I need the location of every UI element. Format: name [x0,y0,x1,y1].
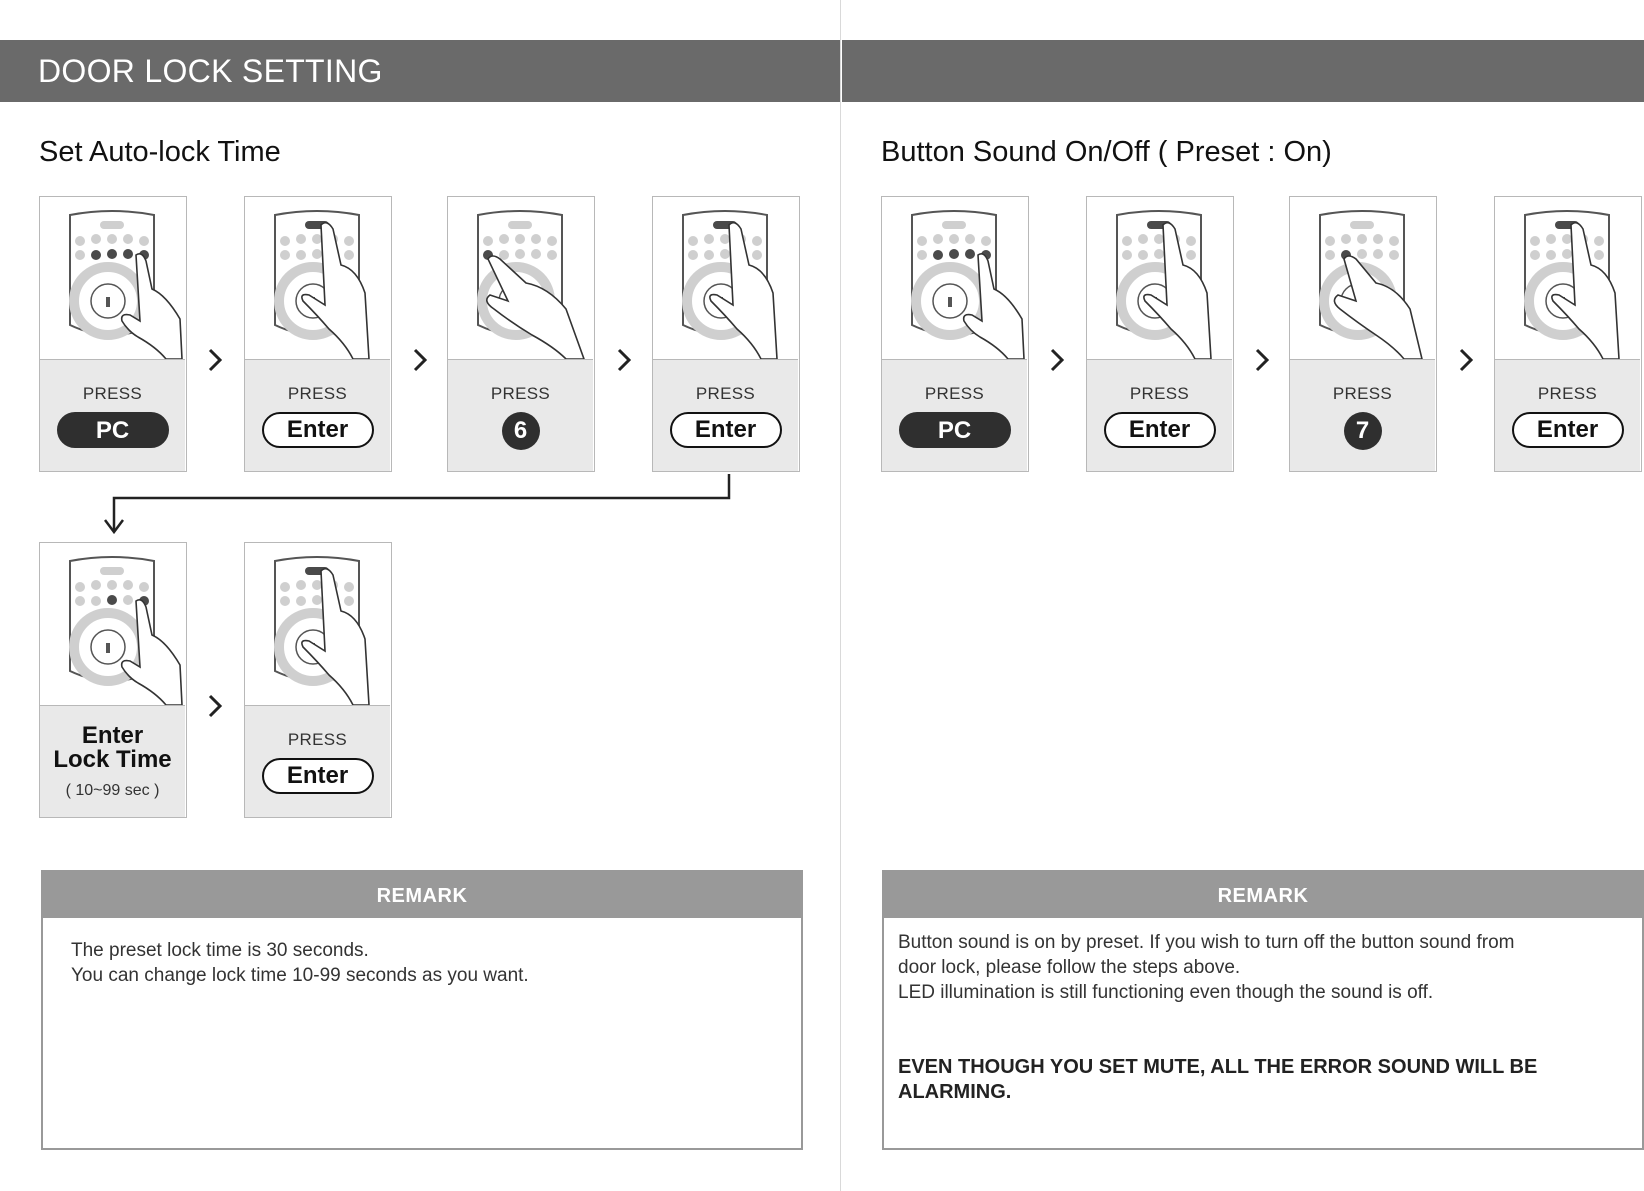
remark-line: LED illumination is still functioning even though the sound is off. [898,982,1434,1003]
press-label: PRESS [1537,384,1598,403]
door-lock-illustration [245,543,390,705]
down-arrow-connector-icon [100,472,740,536]
step-card-final-enter [244,542,392,818]
press-label: PRESS [490,384,551,403]
chevron-right-icon [207,348,223,372]
lock-time-range: ( 10~99 sec ) [65,782,160,799]
step-label-area [40,359,185,472]
step-label-area [1290,359,1435,472]
door-lock-illustration [1290,197,1435,359]
pc-key-badge: PC [57,412,169,448]
mute-warning: EVEN THOUGH YOU SET MUTE, ALL THE ERROR SOUND WILL BE ALARMING. [898,1056,1538,1103]
press-label: PRESS [924,384,985,403]
remark-line: You can change lock time 10-99 seconds as you want. [71,965,529,986]
remark-body [884,918,1642,1105]
door-lock-illustration [40,197,185,359]
door-lock-illustration [1087,197,1232,359]
step-card-press-enter [1086,196,1234,472]
enter-key-badge: Enter [262,758,374,794]
step-card-enter-lock-time [39,542,187,818]
enter-lock-time-label [40,724,185,772]
auto-lock-remark-box [41,870,803,1150]
door-lock-illustration [1495,197,1640,359]
step-card-press-enter-2 [652,196,800,472]
press-label: PRESS [82,384,143,403]
remark-title: REMARK [43,872,801,918]
button-sound-section-title: Button Sound On/Off ( Preset : On) [881,136,1332,168]
header-bar-left [0,40,840,102]
remark-title: REMARK [884,872,1642,918]
press-label: PRESS [695,384,756,403]
step-label-area [882,359,1027,472]
enter-key-badge: Enter [1512,412,1624,448]
step-card-press-7 [1289,196,1437,472]
step-label-area [1495,359,1640,472]
press-label: PRESS [287,384,348,403]
remark-body [43,918,801,988]
chevron-right-icon [616,348,632,372]
header-bar-right [842,40,1644,102]
door-lock-illustration [653,197,798,359]
step-label-area [448,359,593,472]
step-label-area [245,359,390,472]
auto-lock-section-title: Set Auto-lock Time [39,136,281,168]
step-label-area [653,359,798,472]
digit-6-key-badge: 6 [502,412,540,450]
enter-key-badge: Enter [262,412,374,448]
remark-line: Button sound is on by preset. If you wish to turn off the button sound from [898,932,1515,953]
press-label: PRESS [1129,384,1190,403]
press-label: PRESS [1332,384,1393,403]
step-label-area [1087,359,1232,472]
step-card-press-6 [447,196,595,472]
page-title: DOOR LOCK SETTING [38,53,383,89]
enter-key-badge: Enter [1104,412,1216,448]
chevron-right-icon [1049,348,1065,372]
remark-line: door lock, please follow the steps above. [898,957,1241,978]
step-card-press-enter-2 [1494,196,1642,472]
step-label-area [40,705,185,818]
step-label-area [245,705,390,818]
step-card-press-pc [39,196,187,472]
door-lock-illustration [40,543,185,705]
enter-key-badge: Enter [670,412,782,448]
step-card-press-enter [244,196,392,472]
digit-7-key-badge: 7 [1344,412,1382,450]
enter-lock-time-line1: Enter [81,722,144,749]
door-lock-illustration [882,197,1027,359]
step-card-press-pc [881,196,1029,472]
chevron-right-icon [207,694,223,718]
pc-key-badge: PC [899,412,1011,448]
remark-line: The preset lock time is 30 seconds. [71,940,369,961]
door-lock-illustration [245,197,390,359]
chevron-right-icon [1458,348,1474,372]
chevron-right-icon [412,348,428,372]
enter-lock-time-line2: Lock Time [53,746,172,773]
press-label: PRESS [287,730,348,749]
button-sound-remark-box [882,870,1644,1150]
page-divider [840,0,841,1191]
chevron-right-icon [1254,348,1270,372]
door-lock-illustration [448,197,593,359]
